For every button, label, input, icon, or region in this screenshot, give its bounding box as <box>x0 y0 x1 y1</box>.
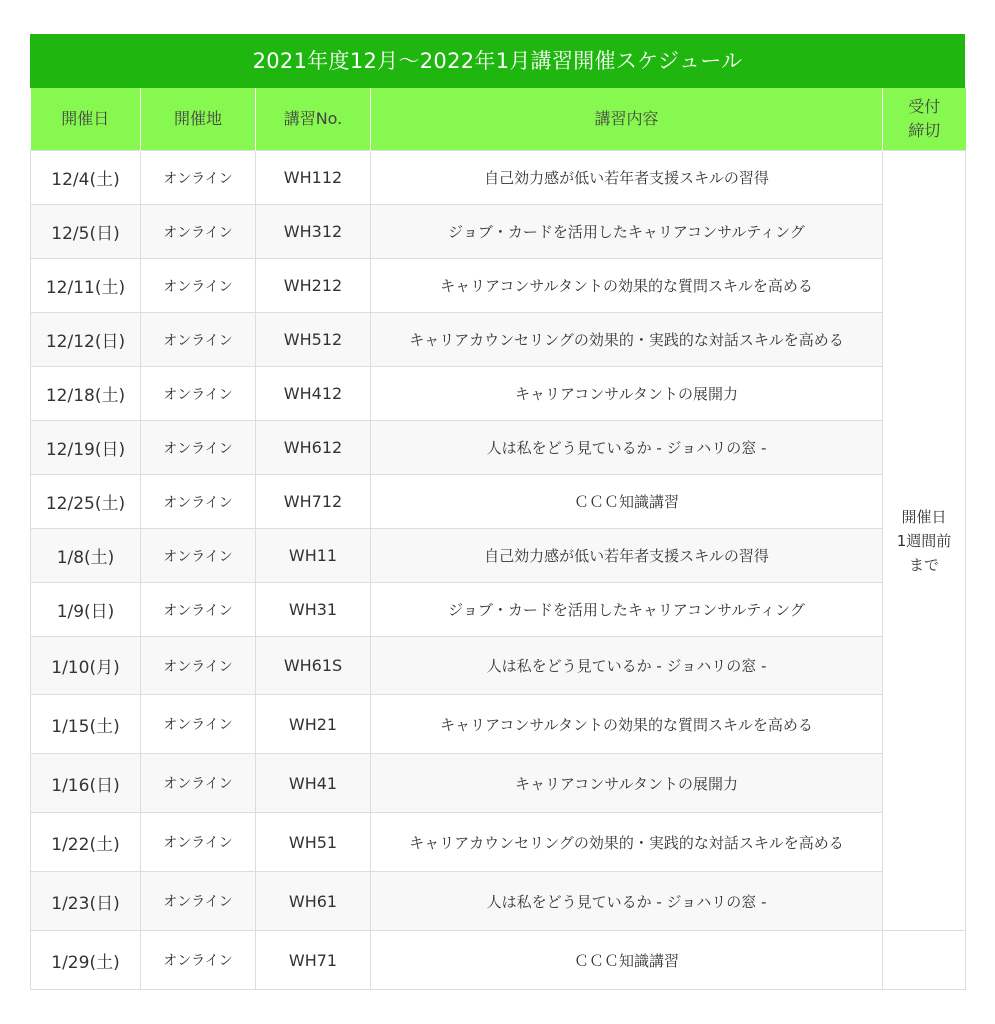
row-code: WH31 <box>256 583 371 637</box>
row-place: オンライン <box>141 695 256 754</box>
row-content: ＣＣＣ知識講習 <box>371 475 883 529</box>
row-content: 人は私をどう見ているか - ジョハリの窓 - <box>371 637 883 695</box>
schedule-table-container <box>30 34 965 990</box>
row-place: オンライン <box>141 931 256 990</box>
row-code: WH41 <box>256 754 371 813</box>
row-content: キャリアコンサルタントの展開力 <box>371 754 883 813</box>
header-deadline-line1: 受付 <box>908 97 941 116</box>
table-row <box>31 259 966 313</box>
table-row <box>31 367 966 421</box>
table-row <box>31 205 966 259</box>
row-date: 12/19(日) <box>31 421 141 475</box>
row-content: ジョブ・カードを活用したキャリアコンサルティング <box>371 583 883 637</box>
row-code: WH61S <box>256 637 371 695</box>
row-date: 1/16(日) <box>31 754 141 813</box>
row-content: キャリアカウンセリングの効果的・実践的な対話スキルを高める <box>371 813 883 872</box>
table-row <box>31 583 966 637</box>
table-row <box>31 151 966 205</box>
table-row <box>31 754 966 813</box>
deadline-cell <box>883 151 966 931</box>
table-row <box>31 529 966 583</box>
header-place: 開催地 <box>141 88 256 151</box>
deadline-line2: 1週間前 <box>896 531 952 550</box>
table-row <box>31 637 966 695</box>
table-row <box>31 695 966 754</box>
row-date: 1/15(土) <box>31 695 141 754</box>
row-place: オンライン <box>141 313 256 367</box>
row-place: オンライン <box>141 813 256 872</box>
row-content: 人は私をどう見ているか - ジョハリの窓 - <box>371 872 883 931</box>
row-code: WH512 <box>256 313 371 367</box>
row-date: 12/11(土) <box>31 259 141 313</box>
row-content: キャリアコンサルタントの効果的な質問スキルを高める <box>371 695 883 754</box>
row-code: WH712 <box>256 475 371 529</box>
row-content: キャリアコンサルタントの効果的な質問スキルを高める <box>371 259 883 313</box>
row-content: キャリアコンサルタントの展開力 <box>371 367 883 421</box>
row-code: WH21 <box>256 695 371 754</box>
row-code: WH112 <box>256 151 371 205</box>
deadline-empty-cell <box>883 931 966 990</box>
row-place: オンライン <box>141 637 256 695</box>
row-code: WH51 <box>256 813 371 872</box>
row-content: 人は私をどう見ているか - ジョハリの窓 - <box>371 421 883 475</box>
row-content: キャリアカウンセリングの効果的・実践的な対話スキルを高める <box>371 313 883 367</box>
deadline-line3: まで <box>908 555 939 574</box>
row-date: 12/5(日) <box>31 205 141 259</box>
header-deadline-line2: 締切 <box>908 121 941 140</box>
row-place: オンライン <box>141 529 256 583</box>
row-date: 1/29(土) <box>31 931 141 990</box>
table-row <box>31 421 966 475</box>
row-date: 12/18(土) <box>31 367 141 421</box>
row-code: WH612 <box>256 421 371 475</box>
table-row <box>31 931 966 990</box>
row-date: 12/4(土) <box>31 151 141 205</box>
row-date: 1/10(月) <box>31 637 141 695</box>
row-code: WH11 <box>256 529 371 583</box>
row-content: ジョブ・カードを活用したキャリアコンサルティング <box>371 205 883 259</box>
row-code: WH312 <box>256 205 371 259</box>
header-date: 開催日 <box>31 88 141 151</box>
row-date: 1/22(土) <box>31 813 141 872</box>
table-row <box>31 475 966 529</box>
row-place: オンライン <box>141 259 256 313</box>
table-row <box>31 813 966 872</box>
row-code: WH71 <box>256 931 371 990</box>
row-date: 12/12(日) <box>31 313 141 367</box>
row-date: 1/9(日) <box>31 583 141 637</box>
header-content: 講習内容 <box>371 88 883 151</box>
row-code: WH212 <box>256 259 371 313</box>
row-place: オンライン <box>141 421 256 475</box>
row-place: オンライン <box>141 151 256 205</box>
schedule-title: 2021年度12月〜2022年1月講習開催スケジュール <box>30 34 965 88</box>
schedule-table <box>30 88 966 990</box>
row-place: オンライン <box>141 583 256 637</box>
row-content: 自己効力感が低い若年者支援スキルの習得 <box>371 151 883 205</box>
row-date: 1/8(土) <box>31 529 141 583</box>
header-deadline <box>883 88 966 151</box>
row-place: オンライン <box>141 872 256 931</box>
row-place: オンライン <box>141 205 256 259</box>
table-row <box>31 872 966 931</box>
row-place: オンライン <box>141 754 256 813</box>
row-place: オンライン <box>141 367 256 421</box>
row-code: WH412 <box>256 367 371 421</box>
table-row <box>31 313 966 367</box>
row-date: 12/25(土) <box>31 475 141 529</box>
header-row <box>31 88 966 151</box>
row-place: オンライン <box>141 475 256 529</box>
row-content: 自己効力感が低い若年者支援スキルの習得 <box>371 529 883 583</box>
deadline-line1: 開催日 <box>901 507 947 526</box>
row-content: ＣＣＣ知識講習 <box>371 931 883 990</box>
row-code: WH61 <box>256 872 371 931</box>
row-date: 1/23(日) <box>31 872 141 931</box>
header-code: 講習No. <box>256 88 371 151</box>
